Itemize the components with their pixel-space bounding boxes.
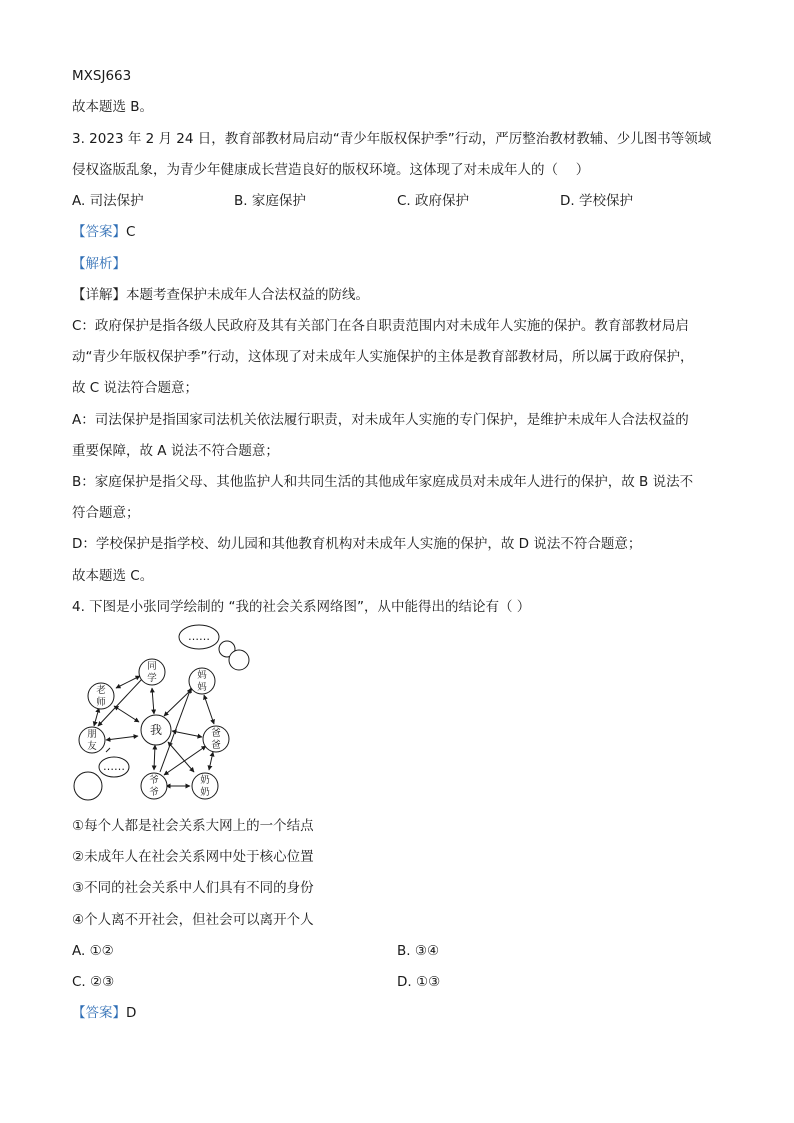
social-network-diagram	[68, 620, 258, 810]
node-more-left-big	[74, 772, 102, 800]
detail-text: 本题考查保护未成年人合法权益的防线。	[126, 287, 369, 303]
q4-option-a: A. ①②	[72, 943, 114, 959]
link-me-grandpa	[154, 745, 155, 770]
dad-label: 爸	[211, 728, 221, 739]
statement-3: ③不同的社会关系中人们具有不同的身份	[72, 880, 314, 896]
ellipsis-left: ……	[103, 760, 125, 773]
explanation-line: 动“青少年版权保护季”行动，这体现了对未成年人实施保护的主体是教育部教材局，所以属于政府保护，	[72, 349, 694, 365]
q4-answer	[72, 1003, 136, 1023]
link-teacher-classmate	[116, 676, 140, 688]
teacher-label: 老	[96, 685, 106, 696]
answer-label: 【答案】	[72, 224, 126, 240]
q3-conclusion: 故本题选 C。	[72, 568, 154, 584]
explanation-line: 故 C 说法符合题意；	[72, 380, 199, 396]
link-me-friend	[106, 736, 138, 740]
answer-value: D	[126, 1005, 137, 1021]
q4-option-c: C. ②③	[72, 974, 115, 990]
answer-label: 【答案】	[72, 1005, 126, 1021]
link-me-classmate	[152, 688, 154, 714]
link-me-mom	[164, 689, 192, 716]
link-friend-group	[106, 748, 110, 752]
statement-4: ④个人离不开社会，但社会可以离开个人	[72, 912, 314, 928]
center-label: 我	[149, 723, 163, 737]
q3-stem-line2: 侵权盗版乱象，为青少年健康成长营造良好的版权环境。这体现了对未成年人的（ ）	[72, 162, 590, 178]
link-teacher-friend	[94, 708, 99, 726]
grandma-label: 奶	[200, 787, 210, 798]
link-dad-grandma	[209, 752, 213, 770]
q3-option-d: D. 学校保护	[560, 193, 633, 209]
ellipsis-top: ……	[188, 630, 210, 643]
detail-label: 【详解】	[72, 287, 126, 303]
mom-label: 妈	[197, 682, 207, 693]
q3-option-c: C. 政府保护	[397, 193, 470, 209]
grandma-label: 奶	[200, 775, 210, 786]
q3-analysis	[72, 254, 126, 274]
explanation-line: D：学校保护是指学校、幼儿园和其他教育机构对未成年人实施的保护，故 D 说法不符合题意；	[72, 536, 642, 552]
analysis-label: 【解析】	[72, 256, 126, 272]
statement-1: ①每个人都是社会关系大网上的一个结点	[72, 818, 314, 834]
explanation-line: A：司法保护是指国家司法机关依法履行职责，对未成年人实施的专门保护，是维护未成年人合法权益的	[72, 412, 689, 428]
q3-option-a: A. 司法保护	[72, 193, 144, 209]
explanation-line: C：政府保护是指各级人民政府及其有关部门在各自职责范围内对未成年人实施的保护。教育部教材局启	[72, 318, 689, 334]
friend-label: 友	[87, 741, 97, 752]
q3-stem-line1: 3. 2023 年 2 月 24 日，教育部教材局启动“青少年版权保护季”行动，严厉整治教材教辅、少儿图书等领域	[72, 131, 712, 147]
dad-label: 爸	[211, 740, 221, 751]
node-more-top-small2	[229, 650, 249, 670]
explanation-line: 符合题意；	[72, 505, 140, 521]
q4-option-b: B. ③④	[397, 943, 440, 959]
link-dad-grandpa	[164, 746, 206, 775]
explanation-line: 重要保障，故 A 说法不符合题意；	[72, 443, 279, 459]
friend-label: 朋	[87, 729, 97, 740]
header-code: MXSJ663	[72, 68, 132, 84]
mom-label: 妈	[197, 670, 207, 681]
q3-detail	[72, 285, 369, 305]
q3-option-b: B. 家庭保护	[234, 193, 306, 209]
classmate-label: 同	[147, 661, 157, 672]
prev-conclusion: 故本题选 B。	[72, 99, 154, 115]
link-mom-dad	[204, 695, 214, 724]
q3-answer	[72, 222, 135, 242]
link-me-teacher	[114, 706, 139, 722]
grandpa-label: 爷	[149, 775, 159, 786]
q4-stem: 4. 下图是小张同学绘制的 “我的社会关系网络图”，从中能得出的结论有（ ）	[72, 599, 531, 615]
statement-2: ②未成年人在社会关系网中处于核心位置	[72, 849, 314, 865]
answer-value: C	[126, 224, 136, 240]
classmate-label: 学	[147, 673, 157, 684]
teacher-label: 师	[96, 697, 106, 708]
grandpa-label: 爷	[149, 787, 159, 798]
explanation-line: B：家庭保护是指父母、其他监护人和共同生活的其他成年家庭成员对未成年人进行的保护，故 B 说法不	[72, 474, 694, 490]
q4-option-d: D. ①③	[397, 974, 441, 990]
link-me-dad	[172, 731, 202, 737]
